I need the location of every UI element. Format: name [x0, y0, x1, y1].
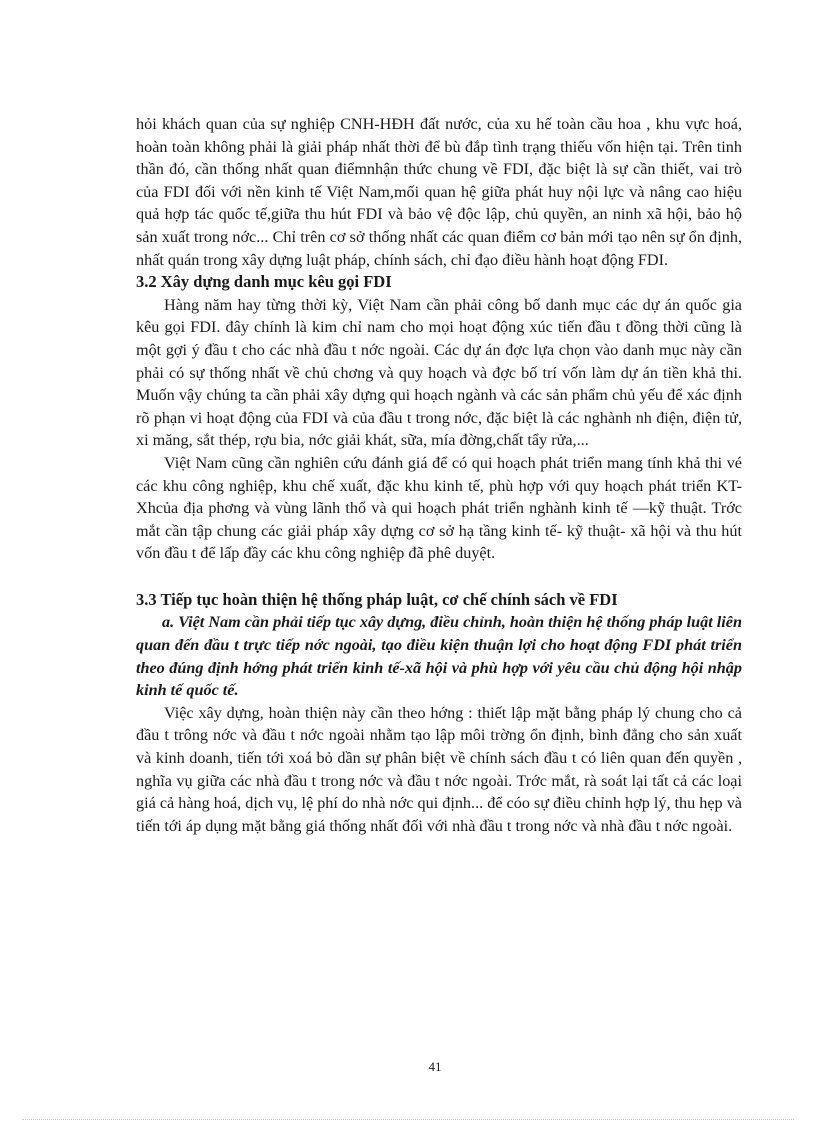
section-heading-3-3: 3.3 Tiếp tục hoàn thiện hệ thống pháp luật, cơ chế chính sách về FDI — [136, 589, 618, 609]
page-body — [136, 113, 742, 837]
paragraph-legal-framework: Việc xây dựng, hoàn thiện này cần theo hớng : thiết lập mặt bằng pháp lý chung cho cả đầu t trông nớc và đầu t nớc ngoài nhằm tạo lập môi trờng ổn định, bình đẳng cho sản xuất và kinh doanh, tiến tới xoá bỏ dần sự phân biệt về chính sách đầu t có liên quan đến quyền , nghĩa vụ giữa các nhà đầu t trong nớc và đầu t nớc ngoài. Trớc mắt, rà soát lại tất cả các loại giá cả hàng hoá, dịch vụ, lệ phí do nhà nớc qui định... để cóo sự điều chỉnh hợp lý, thu hẹp và tiến tới áp dụng mặt bằng giá thống nhất đối với nhà đầu t trong nớc và nhà đầu t nớc ngoài. — [136, 703, 742, 835]
subheading-a: a. Việt Nam cần phải tiếp tục xây dựng, điều chỉnh, hoàn thiện hệ thống pháp luật liên quan đến đầu t trực tiếp nớc ngoài, tạo điều kiện thuận lợi cho hoạt động FDI phát triển theo đúng định hớng phát triển kinh tế-xã hội và phù hợp với yêu cầu chủ động hội nhập kinh tế quốc tế. — [136, 613, 742, 700]
page-bottom-divider — [22, 1119, 794, 1120]
paragraph-intro: hỏi khách quan của sự nghiệp CNH-HĐH đất nước, của xu hế toàn cầu hoa , khu vực hoá, hoàn toàn không phải là giải pháp nhất thời để bù đắp tình trạng thiếu vốn hiện tại. Trên tinh thần đó, cần thống nhất quan điểmnhận thức chung về FDI, đặc biệt là sự cần thiết, vai trò của FDI đối với nền kinh tế Việt Nam,mối quan hệ giữa phát huy nội lực và nâng cao hiệu quả hợp tác quốc tế,giữa thu hút FDI và bảo vệ độc lập, chủ quyền, an ninh xã hội, bảo hộ sản xuất trong nớc... Chỉ trên cơ sở thống nhất các quan điểm cơ bản mới tạo nên sự ổn định, nhất quán trong xây dựng luật pháp, chính sách, chỉ đạo điều hành hoạt động FDI. — [136, 115, 742, 269]
page-number: 41 — [428, 1059, 442, 1074]
section-heading-3-2: 3.2 Xây dựng danh mục kêu gọi FDI — [136, 272, 392, 292]
paragraph-fdi-project-list: Hàng năm hay từng thời kỳ, Việt Nam cần phải công bố danh mục các dự án quốc gia kêu gọi FDI. đây chính là kim chỉ nam cho mọi hoạt động xúc tiến đầu t đồng thời cũng là một gợi ý đầu t cho các nhà đầu t nớc ngoài. Các dự án đợc lựa chọn vào danh mục này cần phải có sự thống nhất về chủ chơng và quy hoạch và đợc bố trí vốn làm dự án tiền khả thi. Muốn vậy chúng ta cần phải xây dựng qui hoạch ngành và các sản phẩm chủ yếu để xác định rõ phạn vi hoạt động của FDI và của đầu t trong nớc, đặc biệt là các nghành nh điện, điện tử, xi măng, sắt thép, rợu bia, nớc giải khát, sữa, mía đờng,chất tẩy rửa,... — [136, 295, 742, 450]
paragraph-industrial-zones: Việt Nam cũng cần nghiên cứu đánh giá để có qui hoạch phát triển mang tính khả thi vé các khu công nghiệp, khu chế xuất, đặc khu kinh tế, phù hợp với quy hoạch phát triển KT-Xhcủa địa phơng và vùng lãnh thổ và qui hoạch phát triển nghành kinh tế —kỹ thuật. Trớc mắt cần tập chung các giải pháp xây dựng cơ sở hạ tầng kinh tế- kỹ thuật- xã hội và thu hút vốn đầu t để lấp đầy các khu công nghiệp đã phê duyệt. — [136, 453, 742, 563]
